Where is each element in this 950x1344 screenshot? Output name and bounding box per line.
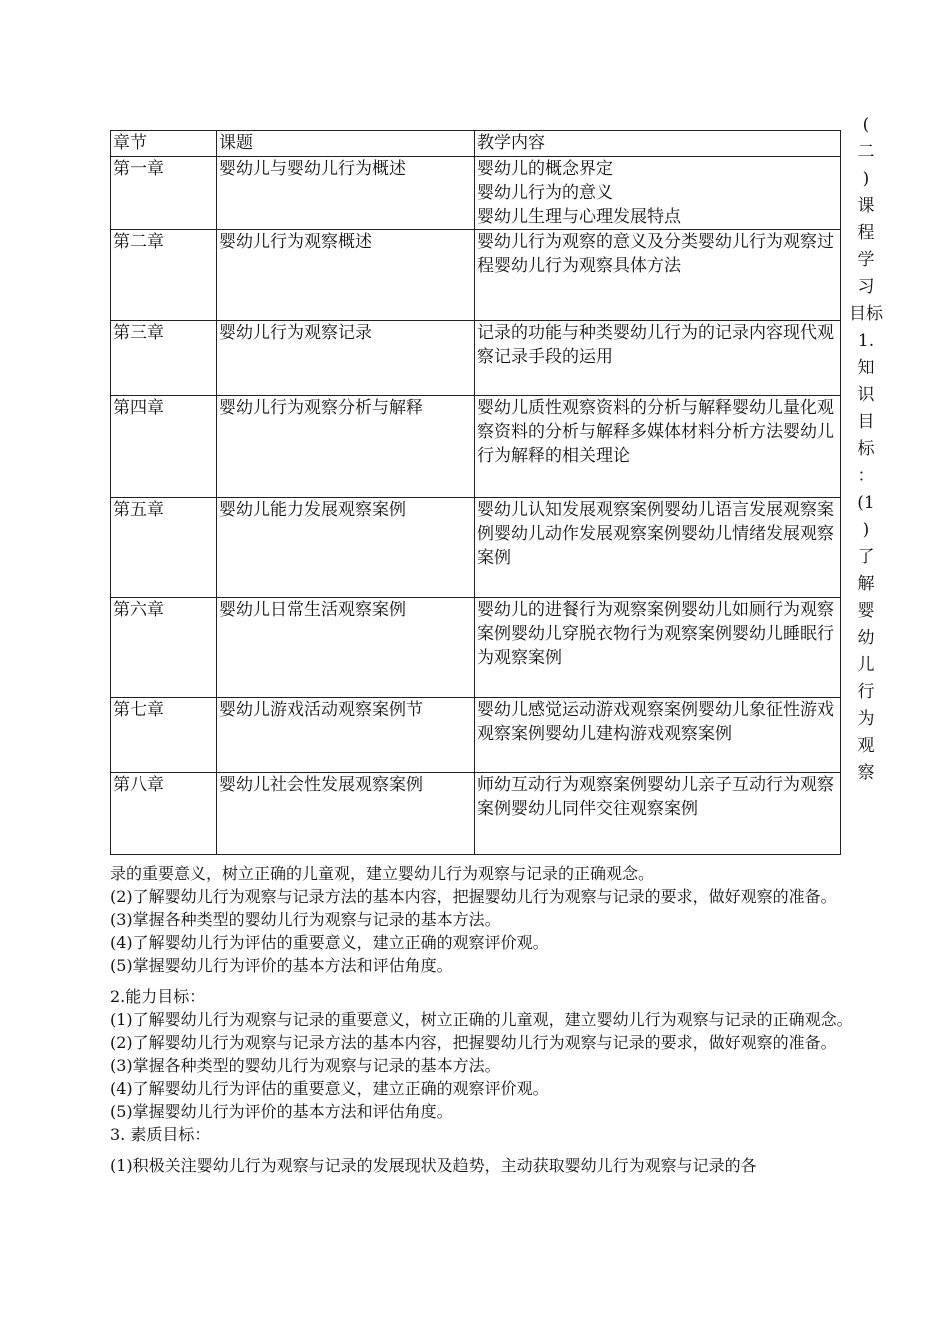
ability-goals-heading: 2.能力目标：	[110, 987, 206, 1006]
side-char: 标	[857, 439, 875, 459]
knowledge-goal-item: (5)掌握婴幼儿行为评价的基本方法和评估角度。	[110, 956, 453, 975]
side-char: 婴	[857, 601, 875, 621]
side-char: 观	[857, 736, 875, 756]
topic-cell: 婴幼儿能力发展观察案例	[217, 498, 475, 598]
table-header-row	[111, 131, 841, 157]
side-char: 察	[857, 763, 875, 783]
side-char: 知	[857, 358, 875, 378]
topic-cell: 婴幼儿行为观察分析与解释	[217, 396, 475, 498]
chapter-cell: 第八章	[111, 773, 217, 855]
side-char: 目标	[849, 304, 883, 324]
chapter-cell: 第五章	[111, 498, 217, 598]
side-char: )	[862, 169, 870, 189]
header-topic: 课题	[217, 131, 475, 157]
topic-cell: 婴幼儿日常生活观察案例	[217, 598, 475, 698]
content-cell: 记录的功能与种类婴幼儿行为的记录内容现代观察记录手段的运用	[475, 321, 841, 396]
course-content-table	[110, 130, 841, 855]
ability-goal-item: (1)了解婴幼儿行为观察与记录的重要意义，树立正确的儿童观，建立婴幼儿行为观察与记录的正确观念。	[110, 1010, 853, 1029]
content-cell	[475, 157, 841, 230]
side-char: 1.	[857, 331, 875, 351]
side-char: 为	[857, 709, 875, 729]
side-char: 行	[857, 682, 875, 702]
knowledge-goal-item: (2)了解婴幼儿行为观察与记录方法的基本内容，把握婴幼儿行为观察与记录的要求，做好观察的准备。	[110, 887, 837, 906]
ability-goal-item: (5)掌握婴幼儿行为评价的基本方法和评估角度。	[110, 1102, 453, 1121]
side-char: 目	[857, 412, 875, 432]
chapter-cell: 第三章	[111, 321, 217, 396]
topic-cell: 婴幼儿行为观察概述	[217, 230, 475, 321]
topic-cell: 婴幼儿社会性发展观察案例	[217, 773, 475, 855]
ability-goal-item: (4)了解婴幼儿行为评估的重要意义，建立正确的观察评价观。	[110, 1079, 549, 1098]
content-cell: 婴幼儿的进餐行为观察案例婴幼儿如厕行为观察案例婴幼儿穿脱衣物行为观察案例婴幼儿睡眠行为观察案例	[475, 598, 841, 698]
side-char: 程	[857, 223, 875, 243]
quality-goals-heading: 3. 素质目标：	[110, 1125, 211, 1144]
table-row	[111, 698, 841, 773]
chapter-cell: 第一章	[111, 157, 217, 230]
side-char: 二	[857, 142, 875, 162]
content-cell: 婴幼儿感觉运动游戏观察案例婴幼儿象征性游戏观察案例婴幼儿建构游戏观察案例	[475, 698, 841, 773]
topic-cell: 婴幼儿游戏活动观察案例节	[217, 698, 475, 773]
ability-goal-item: (3)掌握各种类型的婴幼儿行为观察与记录的基本方法。	[110, 1056, 501, 1075]
side-char: 识	[857, 385, 875, 405]
side-char: ：	[857, 466, 875, 486]
learning-goals-text	[110, 862, 890, 1177]
table-row	[111, 598, 841, 698]
side-char: 学	[857, 250, 875, 270]
side-char: (1	[857, 493, 875, 513]
chapter-cell: 第六章	[111, 598, 217, 698]
header-content: 教学内容	[475, 131, 841, 157]
header-chapter: 章节	[111, 131, 217, 157]
chapter-cell: 第二章	[111, 230, 217, 321]
topic-cell: 婴幼儿行为观察记录	[217, 321, 475, 396]
content-cell: 婴幼儿质性观察资料的分析与解释婴幼儿量化观察资料的分析与解释多媒体材料分析方法婴幼儿行为解释的相关理论	[475, 396, 841, 498]
ability-goal-item: (2)了解婴幼儿行为观察与记录方法的基本内容，把握婴幼儿行为观察与记录的要求，做好观察的准备。	[110, 1033, 837, 1052]
content-cell: 师幼互动行为观察案例婴幼儿亲子互动行为观察案例婴幼儿同伴交往观察案例	[475, 773, 841, 855]
content-cell: 婴幼儿认知发展观察案例婴幼儿语言发展观察案例婴幼儿动作发展观察案例婴幼儿情绪发展观察案例	[475, 498, 841, 598]
content-line: 婴幼儿生理与心理发展特点	[477, 207, 681, 227]
table-row	[111, 157, 841, 230]
knowledge-goal-item: (4)了解婴幼儿行为评估的重要意义，建立正确的观察评价观。	[110, 933, 549, 952]
table-row	[111, 773, 841, 855]
vertical-side-text	[848, 112, 884, 787]
side-char: (	[862, 115, 870, 135]
content-line: 婴幼儿行为的意义	[477, 183, 613, 203]
side-char: 幼	[857, 628, 875, 648]
side-char: 习	[857, 277, 875, 297]
side-char: 了	[857, 547, 875, 567]
table-row	[111, 321, 841, 396]
side-char: )	[862, 520, 870, 540]
chapter-cell: 第四章	[111, 396, 217, 498]
side-char: 儿	[857, 655, 875, 675]
quality-goal-item: (1)积极关注婴幼儿行为观察与记录的发展现状及趋势，主动获取婴幼儿行为观察与记录的各	[110, 1156, 757, 1175]
topic-cell: 婴幼儿与婴幼儿行为概述	[217, 157, 475, 230]
knowledge-goal-item: 录的重要意义，树立正确的儿童观，建立婴幼儿行为观察与记录的正确观念。	[110, 864, 655, 883]
chapter-cell: 第七章	[111, 698, 217, 773]
knowledge-goal-item: (3)掌握各种类型的婴幼儿行为观察与记录的基本方法。	[110, 910, 501, 929]
table-row	[111, 498, 841, 598]
content-cell: 婴幼儿行为观察的意义及分类婴幼儿行为观察过程婴幼儿行为观察具体方法	[475, 230, 841, 321]
side-char: 解	[857, 574, 875, 594]
side-char: 课	[857, 196, 875, 216]
content-line: 婴幼儿的概念界定	[477, 159, 613, 179]
table-row	[111, 396, 841, 498]
table-row	[111, 230, 841, 321]
